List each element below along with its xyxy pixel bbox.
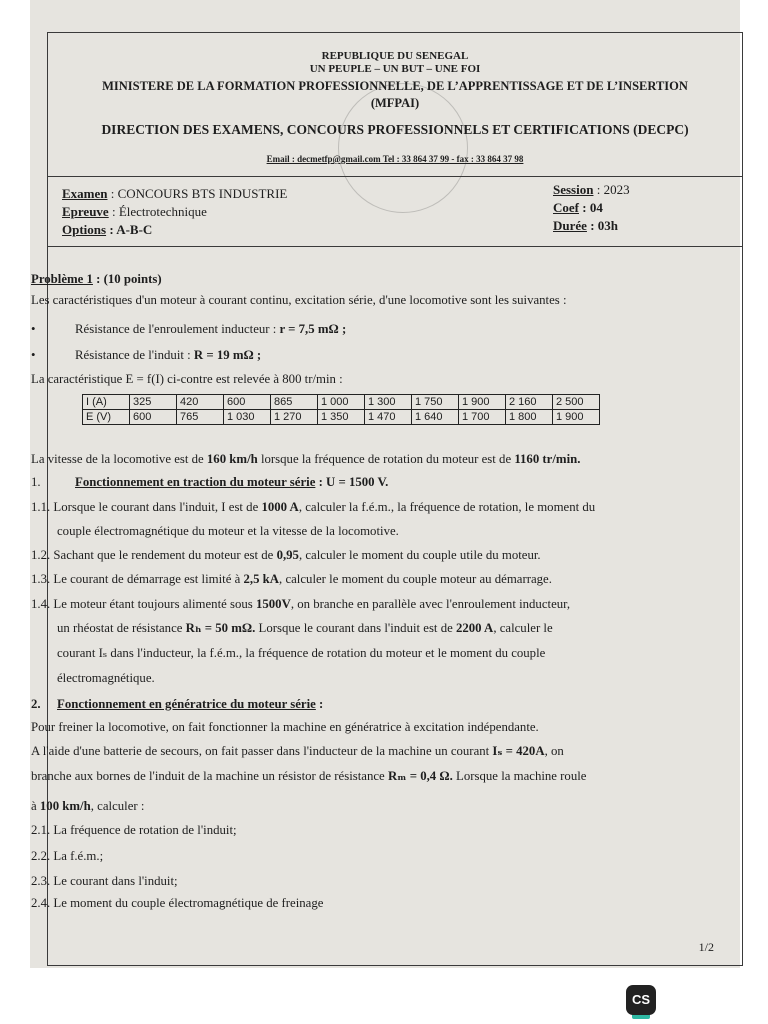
table-cell: 1 750 (412, 395, 459, 410)
header-republic-block (48, 50, 742, 76)
session-row: Session : 2023 (553, 182, 630, 197)
table-cell: 420 (177, 395, 224, 410)
table-cell: 2 160 (506, 395, 553, 410)
info-divider (48, 246, 742, 247)
table-cell: 1 300 (365, 395, 412, 410)
examen-row: Examen : CONCOURS BTS INDUSTRIE (62, 186, 288, 201)
exam-info-left (62, 185, 287, 239)
bullet-induit: • Résistance de l'induit : R = 19 mΩ ; (31, 348, 262, 362)
coef-row: Coef : 04 (553, 200, 603, 215)
section2-para-4: à 100 km/h, calculer : (31, 799, 145, 813)
page-number: 1/2 (698, 940, 714, 954)
contact-line: Email : decmetfp@gmail.com Tel : 33 864 37 99 - fax : 33 864 37 98 (266, 154, 524, 164)
question-2-2: 2.2. La f.é.m.; (31, 849, 104, 863)
question-1-4-line2: un rhéostat de résistance Rₕ = 50 mΩ. Lorsque le courant dans l'induit est de 2200 A, calculer le (57, 621, 553, 635)
section2-para-1: Pour freiner la locomotive, on fait fonctionner la machine en génératrice à excitation indépendante. (31, 720, 539, 734)
header-divider (48, 176, 742, 177)
table-row-emf (83, 410, 600, 425)
table-cell: 1 900 (553, 410, 600, 425)
national-motto: UN PEUPLE – UN BUT – UNE FOI (309, 63, 481, 75)
exam-info-right (553, 181, 630, 235)
section2-para-3: branche aux bornes de l'induit de la machine un résistor de résistance Rₘ = 0,4 Ω. Lorsque la machine roule (31, 769, 587, 783)
table-cell: 1 900 (459, 395, 506, 410)
table-cell: 600 (224, 395, 271, 410)
table-row-current (83, 395, 600, 410)
section1-heading: 1. Fonctionnement en traction du moteur série : U = 1500 V. (31, 475, 389, 489)
table-cell: 1 030 (224, 410, 271, 425)
table-cell: 1 640 (412, 410, 459, 425)
characteristic-table (82, 394, 600, 425)
bullet-inducteur: • Résistance de l'enroulement inducteur : r = 7,5 mΩ ; (31, 322, 347, 336)
question-1-1-cont: couple électromagnétique du moteur et la vitesse de la locomotive. (57, 524, 399, 538)
caracteristique-line: La caractéristique E = f(I) ci-contre est relevée à 800 tr/min : (31, 372, 343, 386)
question-1-4: 1.4. Le moteur étant toujours alimenté sous 1500V, on branche en parallèle avec l'enroulement inducteur, (31, 597, 571, 611)
duree-row: Durée : 03h (553, 218, 618, 233)
speed-line: La vitesse de la locomotive est de 160 km/h lorsque la fréquence de rotation du moteur est de 1160 tr/min. (31, 452, 581, 466)
section2-heading: 2. Fonctionnement en génératrice du moteur série : (31, 697, 324, 711)
republic-title: REPUBLIQUE DU SENEGAL (321, 50, 469, 62)
table-cell: 1 470 (365, 410, 412, 425)
section2-para-2: A l'aide d'une batterie de secours, on fait passer dans l'inducteur de la machine un courant Iₛ = 420A, on (31, 744, 564, 758)
table-row-header: I (A) (83, 395, 130, 410)
question-2-3: 2.3. Le courant dans l'induit; (31, 874, 178, 888)
camscanner-badge-icon[interactable]: CS (626, 985, 656, 1015)
table-cell: 325 (130, 395, 177, 410)
table-cell: 1 350 (318, 410, 365, 425)
table-cell: 1 800 (506, 410, 553, 425)
table-cell: 600 (130, 410, 177, 425)
problem-intro: Les caractéristiques d'un moteur à courant continu, excitation série, d'une locomotive sont les suivantes : (31, 293, 567, 307)
table-cell: 765 (177, 410, 224, 425)
ministry-title: MINISTERE DE LA FORMATION PROFESSIONNELLE, DE L’APPRENTISSAGE ET DE L’INSERTION (MFPAI) (102, 79, 688, 110)
table-row-header: E (V) (83, 410, 130, 425)
table-cell: 1 000 (318, 395, 365, 410)
problem-heading: Problème 1 : (10 points) (31, 272, 162, 286)
direction-title: DIRECTION DES EXAMENS, CONCOURS PROFESSIONNELS ET CERTIFICATIONS (DECPC) (101, 122, 689, 137)
table-cell: 865 (271, 395, 318, 410)
question-1-2: 1.2. Sachant que le rendement du moteur est de 0,95, calculer le moment du couple utile du moteur. (31, 548, 541, 562)
question-1-3: 1.3. Le courant de démarrage est limité à 2,5 kA, calculer le moment du couple moteur au démarrage. (31, 572, 552, 586)
table-cell: 1 270 (271, 410, 318, 425)
options-row: Options : A-B-C (62, 222, 153, 237)
question-2-4: 2.4. Le moment du couple électromagnétique de freinage (31, 896, 324, 910)
question-1-4-line4: électromagnétique. (57, 671, 155, 685)
table-cell: 1 700 (459, 410, 506, 425)
question-2-1: 2.1. La fréquence de rotation de l'induit; (31, 823, 237, 837)
table-cell: 2 500 (553, 395, 600, 410)
epreuve-row: Epreuve : Électrotechnique (62, 204, 207, 219)
question-1-4-line3: courant Iₛ dans l'inducteur, la f.é.m., la fréquence de rotation du moteur et le moment du couple (57, 646, 546, 660)
question-1-1: 1.1. Lorsque le courant dans l'induit, I est de 1000 A, calculer la f.é.m., la fréquence de rotation, le moment du (31, 500, 596, 514)
